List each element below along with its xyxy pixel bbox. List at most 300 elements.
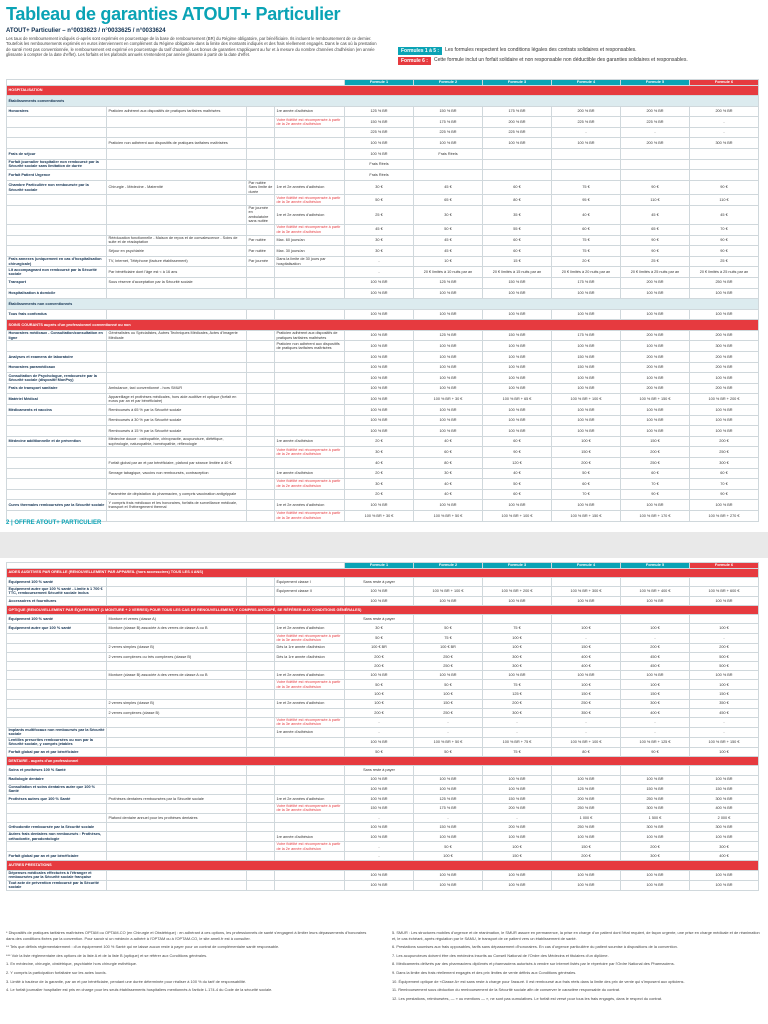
row-detail (275, 690, 345, 699)
value-formule-2: 100 % BR + 50 € (414, 737, 483, 747)
row-detail (107, 690, 247, 699)
table-row (7, 500, 759, 511)
row-detail (247, 823, 275, 832)
row-detail (275, 415, 345, 426)
row-label: Radiologie dentaire (7, 775, 107, 784)
value-formule-2: 225 % BR (414, 127, 483, 138)
value-formule-4: 20 € (552, 256, 621, 267)
value-formule-6: 100 € (690, 624, 759, 633)
value-formule-1: 100 % BR (345, 341, 414, 352)
value-formule-5: 100 % BR + 150 € (621, 394, 690, 405)
value-formule-1: 30 € (345, 235, 414, 246)
row-detail (247, 415, 275, 426)
value-formule-6: 100 % BR + 200 € (690, 394, 759, 405)
value-formule-6: 100 % BR (690, 415, 759, 426)
row-detail (107, 309, 247, 320)
value-formule-6: 100 % BR (690, 671, 759, 680)
table-row (7, 426, 759, 437)
value-formule-5: 100 % BR (621, 870, 690, 880)
table-row (7, 615, 759, 624)
row-detail (247, 195, 275, 206)
row-detail: Max. 60 jours/an (275, 235, 345, 246)
value-formule-6: 100 € (690, 747, 759, 756)
row-label (7, 671, 107, 680)
value-formule-6 (690, 149, 759, 160)
table-row (7, 794, 759, 803)
row-label (7, 117, 107, 128)
value-formule-1: Frais Réels (345, 159, 414, 170)
value-formule-4: 70 € (552, 489, 621, 500)
value-formule-4: 150 € (552, 842, 621, 852)
value-formule-5: 200 % BR (621, 277, 690, 288)
table-row (7, 352, 759, 363)
value-formule-2: 100 € BR (414, 643, 483, 652)
value-formule-4: 125 % BR (552, 784, 621, 794)
row-detail: 1re année d'adhésion (275, 436, 345, 447)
row-label (7, 426, 107, 437)
value-formule-3: 100 % BR + 100 € (483, 510, 552, 521)
formula-legend (398, 46, 758, 66)
row-label (7, 479, 107, 490)
value-formule-6: 500 € (690, 652, 759, 661)
value-formule-5: 200 % BR (621, 362, 690, 373)
value-formule-3: 60 € (483, 489, 552, 500)
row-label: Matériel Médical (7, 394, 107, 405)
value-formule-6: 300 % BR (690, 794, 759, 803)
row-detail (247, 149, 275, 160)
value-formule-3: 100 € (483, 842, 552, 852)
value-formule-6 (690, 159, 759, 170)
table-row (7, 775, 759, 784)
row-detail (247, 766, 275, 775)
legend-tag-formules-1-5: Formules 1 à 5 : (398, 47, 442, 55)
value-formule-6: - (690, 117, 759, 128)
value-formule-4: 150 € (552, 643, 621, 652)
table-row (7, 405, 759, 416)
footnote: 2. Y compris la participation forfaitaire sur les actes lourds. (6, 969, 107, 975)
footnote: * Dispositifs de pratiques tarifaires maîtrisées OPTAM ou OPTAM-CO (en Chirurgie et Obstétrique) : en adhérant à ces options, les professionnels de santé s'engagent à limiter leurs dépassements d'honoraires dans des conditions fixées par la convention. Pour savoir si un médecin a adhéré à l'OPTAM ou à l'OPTAM-CO, le site ameli.fr est à consulter. (6, 930, 367, 941)
value-formule-2: 100 % BR (414, 288, 483, 299)
value-formule-3: 100 % BR (483, 352, 552, 363)
row-detail (107, 766, 247, 775)
value-formule-1: - (345, 267, 414, 278)
value-formule-4: 250 % BR (552, 823, 621, 832)
row-detail: 1re année d'adhésion (275, 468, 345, 479)
value-formule-5: 100 % BR (621, 671, 690, 680)
legend-row (398, 56, 758, 65)
row-detail (247, 577, 275, 586)
value-formule-4 (552, 159, 621, 170)
row-label: Forfait Patient Urgence (7, 170, 107, 181)
row-detail (107, 727, 247, 737)
value-formule-6: 150 € (690, 690, 759, 699)
value-formule-6 (690, 615, 759, 624)
value-formule-6: 110 € (690, 195, 759, 206)
value-formule-4: 100 € (552, 624, 621, 633)
value-formule-5: 200 % BR (621, 383, 690, 394)
row-detail: 1re et 2e années d'adhésion (275, 699, 345, 708)
page-separator (0, 532, 768, 558)
page-title: Tableau de garanties ATOUT+ Particulier (6, 4, 341, 24)
value-formule-4: 75 € (552, 235, 621, 246)
value-formule-3: 150 % BR (483, 330, 552, 341)
row-label (7, 205, 107, 224)
value-formule-4: - (552, 717, 621, 727)
value-formule-2: 20 € limités à 10 nuits par an (414, 267, 483, 278)
row-label (7, 195, 107, 206)
table-row (7, 246, 759, 257)
value-formule-2: 100 % BR (414, 784, 483, 794)
row-detail (247, 500, 275, 511)
table-row (7, 170, 759, 181)
row-detail (247, 633, 275, 643)
footnote: 9. Dans la limite des frais réellement engagés et des prix limites de vente définis aux Conditions générales. (392, 969, 577, 975)
row-detail (107, 717, 247, 727)
table-row (7, 832, 759, 842)
value-formule-6: 300 € (690, 842, 759, 852)
value-formule-1: 200 € (345, 708, 414, 717)
value-formule-1: 225 % BR (345, 127, 414, 138)
value-formule-5: 100 % BR (621, 309, 690, 320)
section-label: SOINS COURANTS auprès d'un professionnel conventionné ou non (7, 320, 759, 331)
value-formule-3: 200 % BR (483, 803, 552, 813)
value-formule-1: 20 € (345, 436, 414, 447)
row-detail: Par journée en ambulatoire sans nuitée (247, 205, 275, 224)
value-formule-2: 100 % BR (414, 405, 483, 416)
value-formule-6: 100 % BR + 270 € (690, 510, 759, 521)
row-label: Frais de transport sanitaire (7, 383, 107, 394)
formula-header-1: Formule 1 (345, 80, 414, 86)
legend-text: Les formules respectent les conditions légales des contrats solidaires et responsables. (445, 47, 637, 53)
value-formule-5: 25 € (621, 256, 690, 267)
row-detail: 2 verres simples (classe B) (107, 699, 247, 708)
value-formule-3: 60 € (483, 246, 552, 257)
formula-header-6: Formule 6 (690, 563, 759, 569)
value-formule-4: 100 % BR (552, 775, 621, 784)
row-label (7, 643, 107, 652)
value-formule-4: 100 % BR (552, 426, 621, 437)
value-formule-2: 40 € (414, 489, 483, 500)
row-label: Lit accompagnant non remboursé par la Sécurité sociale (7, 267, 107, 278)
value-formule-5: 90 € (621, 180, 690, 195)
row-label (7, 127, 107, 138)
row-label (7, 138, 107, 149)
row-detail: Votre fidélité est récompensée à partir de la 2e année d'adhésion (275, 447, 345, 458)
row-detail (247, 170, 275, 181)
value-formule-1: 100 % BR (345, 426, 414, 437)
table-row (7, 180, 759, 195)
row-detail (107, 662, 247, 671)
value-formule-6: 90 € (690, 235, 759, 246)
value-formule-2: - (414, 727, 483, 737)
value-formule-4: 100 % BR (552, 880, 621, 890)
row-detail (247, 138, 275, 149)
value-formule-6: 90 € (690, 246, 759, 257)
value-formule-3: 200 % BR (483, 823, 552, 832)
row-detail (107, 341, 247, 352)
value-formule-1: - (345, 842, 414, 852)
section-header (7, 320, 759, 331)
value-formule-2: 65 € (414, 195, 483, 206)
value-formule-6: 300 % BR (690, 823, 759, 832)
value-formule-5: 90 € (621, 747, 690, 756)
value-formule-1: 150 % BR (345, 117, 414, 128)
row-detail: Rééducation fonctionnelle - Maison de repos et de convalescence - Soins de suite et de réadaptation (107, 235, 247, 246)
value-formule-5: 90 € (621, 489, 690, 500)
value-formule-3: 60 € (483, 180, 552, 195)
value-formule-2: 100 % BR (414, 596, 483, 605)
row-detail: Votre fidélité est récompensée à partir de la 3e année d'adhésion (275, 717, 345, 727)
row-detail: Votre fidélité est récompensée à partir de la 3e année d'adhésion (275, 224, 345, 235)
value-formule-4: 225 % BR (552, 117, 621, 128)
table-row (7, 373, 759, 384)
value-formule-4: - (552, 727, 621, 737)
formula-header-3: Formule 3 (483, 80, 552, 86)
value-formule-1: 200 € (345, 652, 414, 661)
value-formule-2: 50 € (414, 747, 483, 756)
value-formule-3 (483, 149, 552, 160)
row-detail (107, 117, 247, 128)
value-formule-1: Sans reste à payer (345, 577, 414, 586)
value-formule-6: 200 % BR (690, 362, 759, 373)
subsection-header (7, 299, 759, 310)
row-detail (275, 708, 345, 717)
table-row (7, 624, 759, 633)
value-formule-6: 60 € (690, 468, 759, 479)
row-label: Tout acte de prévention remboursé par la Sécurité sociale (7, 880, 107, 890)
value-formule-1: 30 € (345, 447, 414, 458)
row-detail (275, 615, 345, 624)
value-formule-1: 100 % BR (345, 288, 414, 299)
table-row (7, 159, 759, 170)
row-detail (247, 727, 275, 737)
value-formule-6: 20 € limités à 25 nuits par an (690, 267, 759, 278)
row-detail (107, 577, 247, 586)
value-formule-6: 70 € (690, 479, 759, 490)
row-label: Orthodontie remboursée par la Sécurité sociale (7, 823, 107, 832)
row-detail: Praticien adhérent aux dispositifs de pratiques tarifaires maîtrisées (107, 106, 247, 117)
value-formule-2: 100 % BR (414, 671, 483, 680)
row-detail (107, 447, 247, 458)
value-formule-3: 300 € (483, 652, 552, 661)
row-detail: 1re et 2e années d'adhésion (275, 624, 345, 633)
value-formule-5: 100 % BR (621, 288, 690, 299)
value-formule-2: 100 % BR (414, 373, 483, 384)
value-formule-1: 45 € (345, 224, 414, 235)
row-detail: Dans la limite de 30 jours par hospitalisation (275, 256, 345, 267)
value-formule-6: 100 € (690, 680, 759, 690)
value-formule-3: 20 € limités à 15 nuits par an (483, 267, 552, 278)
table-row (7, 586, 759, 596)
table-row (7, 671, 759, 680)
row-detail: 1re année d'adhésion (275, 727, 345, 737)
value-formule-1: - (345, 717, 414, 727)
value-formule-6: 90 € (690, 180, 759, 195)
table-row (7, 813, 759, 822)
footnote: 8. Médicaments délivrés par des pharmaciens diplômés et pharmaciens autorisés à vendre sur internet listés par le répertoire par l'Ordre National des Pharmaciens. (392, 961, 675, 967)
value-formule-4: 100 % BR (552, 405, 621, 416)
row-detail: Monture (classe B) associée à des verres de classe A ou B (107, 624, 247, 633)
value-formule-4: 175 % BR (552, 330, 621, 341)
value-formule-5: 150 € (621, 436, 690, 447)
table-row (7, 737, 759, 747)
table-row (7, 680, 759, 690)
row-detail (275, 170, 345, 181)
legend-row (398, 46, 758, 55)
row-detail (247, 870, 275, 880)
value-formule-6: - (690, 127, 759, 138)
row-detail (247, 277, 275, 288)
value-formule-3: - (483, 727, 552, 737)
value-formule-3: 80 € (483, 195, 552, 206)
value-formule-1: 100 % BR (345, 596, 414, 605)
value-formule-1: 100 % BR (345, 373, 414, 384)
value-formule-5: 300 € (621, 852, 690, 861)
value-formule-4: 250 % BR (552, 803, 621, 813)
value-formule-1: 50 € (345, 680, 414, 690)
row-detail: Monture (classe B) associée à des verres de classe A ou B (107, 671, 247, 680)
value-formule-2: 100 % BR + 50 € (414, 510, 483, 521)
formula-header-6: Formule 6 (690, 80, 759, 86)
value-formule-5: 300 % BR (621, 803, 690, 813)
footnote: *** Voir la liste réglementaire des options de la liste A et de la liste B (optique) et se référer aux Conditions générales. (6, 952, 208, 958)
row-label: Autres frais dentaires non remboursés : Prothèses, orthodontie, parodontologie (7, 832, 107, 842)
value-formule-2: - (414, 813, 483, 822)
value-formule-4: 100 % BR (552, 500, 621, 511)
value-formule-2: 100 % BR + 30 € (414, 394, 483, 405)
value-formule-5: 90 € (621, 235, 690, 246)
value-formule-4: 100 % BR (552, 832, 621, 842)
value-formule-1: 40 € (345, 458, 414, 469)
row-label: Médecine additionnelle et de prévention (7, 436, 107, 447)
row-detail: Forfait global par an et par bénéficiaire, plafond par séance limitée à 40 € (107, 458, 247, 469)
row-detail (247, 330, 275, 341)
value-formule-4: 100 % BR (552, 383, 621, 394)
row-detail (247, 586, 275, 596)
value-formule-1: 100 % BR (345, 500, 414, 511)
value-formule-2: 50 € (414, 624, 483, 633)
value-formule-2: 30 € (414, 205, 483, 224)
table-row (7, 138, 759, 149)
value-formule-5: - (621, 717, 690, 727)
row-detail: TV, Internet, Téléphone (facture établissement) (107, 256, 247, 267)
value-formule-2: 125 % BR (414, 277, 483, 288)
row-detail: Généralistes ou Spécialistes, Autres Techniques Médicales, Actes d'Imagerie Médicale (107, 330, 247, 341)
table-row (7, 652, 759, 661)
value-formule-1: 30 € (345, 479, 414, 490)
formula-header-2: Formule 2 (414, 80, 483, 86)
row-detail (107, 747, 247, 756)
row-detail (247, 624, 275, 633)
value-formule-3: 50 € (483, 479, 552, 490)
value-formule-6 (690, 766, 759, 775)
row-detail (275, 747, 345, 756)
legend-tag-formule-6: Formule 6 : (398, 57, 431, 65)
value-formule-6: 100 % BR (690, 775, 759, 784)
row-detail (247, 288, 275, 299)
section-header (7, 85, 759, 96)
footnotes-left (6, 930, 374, 996)
value-formule-6: 450 € (690, 708, 759, 717)
row-detail: Monture et verres (classe A) (107, 615, 247, 624)
value-formule-1: 200 € (345, 662, 414, 671)
row-label: Dépenses médicales effectuées à l'étranger et remboursées par la Sécurité sociale française (7, 870, 107, 880)
row-detail (107, 775, 247, 784)
value-formule-3: 100 % BR (483, 671, 552, 680)
value-formule-6: 500 € (690, 662, 759, 671)
footnotes-right (392, 930, 760, 1004)
value-formule-6: 200 € (690, 643, 759, 652)
value-formule-1: - (345, 256, 414, 267)
footnote: ** Tels que définis réglementairement : d'un équipement 100 % Santé qui ne laisse aucun reste à payer pour un contrat de complémentaire santé responsable. (6, 944, 280, 950)
row-detail: Séjour en psychiatrie (107, 246, 247, 257)
guarantees-table-1 (6, 79, 759, 522)
value-formule-2: 50 € (414, 680, 483, 690)
value-formule-2: 250 € (414, 662, 483, 671)
value-formule-3: 60 € (483, 436, 552, 447)
formula-header-3: Formule 3 (483, 563, 552, 569)
formula-header-5: Formule 5 (621, 563, 690, 569)
value-formule-2: 40 € (414, 479, 483, 490)
row-detail: Dès la 1re année d'adhésion (275, 652, 345, 661)
value-formule-6: 300 % BR (690, 138, 759, 149)
footnote: 10. Équipement optique de «Classe A» est sans reste à charge pour l'assuré. Il est remboursé aux frais réels dans la limite des prix de vente qui s'imposent aux opticiens. (392, 978, 685, 984)
value-formule-1: 100 % BR (345, 823, 414, 832)
value-formule-4: 40 € (552, 205, 621, 224)
row-detail (275, 870, 345, 880)
row-label: Transport (7, 277, 107, 288)
value-formule-2: 50 € (414, 842, 483, 852)
value-formule-3 (483, 615, 552, 624)
row-detail (247, 106, 275, 117)
value-formule-3: 100 % BR (483, 426, 552, 437)
row-detail (247, 383, 275, 394)
table-row (7, 205, 759, 224)
value-formule-1: 100 € (345, 699, 414, 708)
value-formule-2 (414, 159, 483, 170)
row-detail (107, 510, 247, 521)
value-formule-6: - (690, 727, 759, 737)
value-formule-5: 200 € (621, 643, 690, 652)
value-formule-1: 30 € (345, 246, 414, 257)
row-detail (247, 458, 275, 469)
value-formule-2: 125 % BR (414, 794, 483, 803)
value-formule-1: 100 % BR (345, 149, 414, 160)
row-detail (247, 405, 275, 416)
value-formule-1: 25 € (345, 205, 414, 224)
row-label (7, 690, 107, 699)
row-detail (247, 737, 275, 747)
value-formule-2: 100 % BR (414, 880, 483, 890)
value-formule-4: 100 % BR (552, 341, 621, 352)
value-formule-4: 200 € (552, 458, 621, 469)
value-formule-6: 100 % BR (690, 426, 759, 437)
table-row (7, 766, 759, 775)
value-formule-5 (621, 149, 690, 160)
table-row (7, 106, 759, 117)
value-formule-6 (690, 577, 759, 586)
footnote: 3. Limité à hauteur de la garantie, par an et par bénéficiaire, pendant une durée déterminée pour réaliser à 100 % du tarif de responsabilité. (6, 978, 247, 984)
table-row (7, 479, 759, 490)
footnote: 5. SMUR : Les structures mobiles d'urgence et de réanimation, le SMUR assure en permanence, la prise en charge d'un patient dont l'état requiert, de façon urgente, une prise en charge médicale et de réanimation et, le cas échéant, après régulation par le SAMU, le transport de ce patient vers un établissement de santé. (392, 930, 760, 941)
value-formule-2: 45 € (414, 246, 483, 257)
value-formule-1: 20 € (345, 468, 414, 479)
row-detail (107, 852, 247, 861)
table-row (7, 577, 759, 586)
row-detail (275, 159, 345, 170)
row-detail (275, 288, 345, 299)
value-formule-3: 120 € (483, 458, 552, 469)
